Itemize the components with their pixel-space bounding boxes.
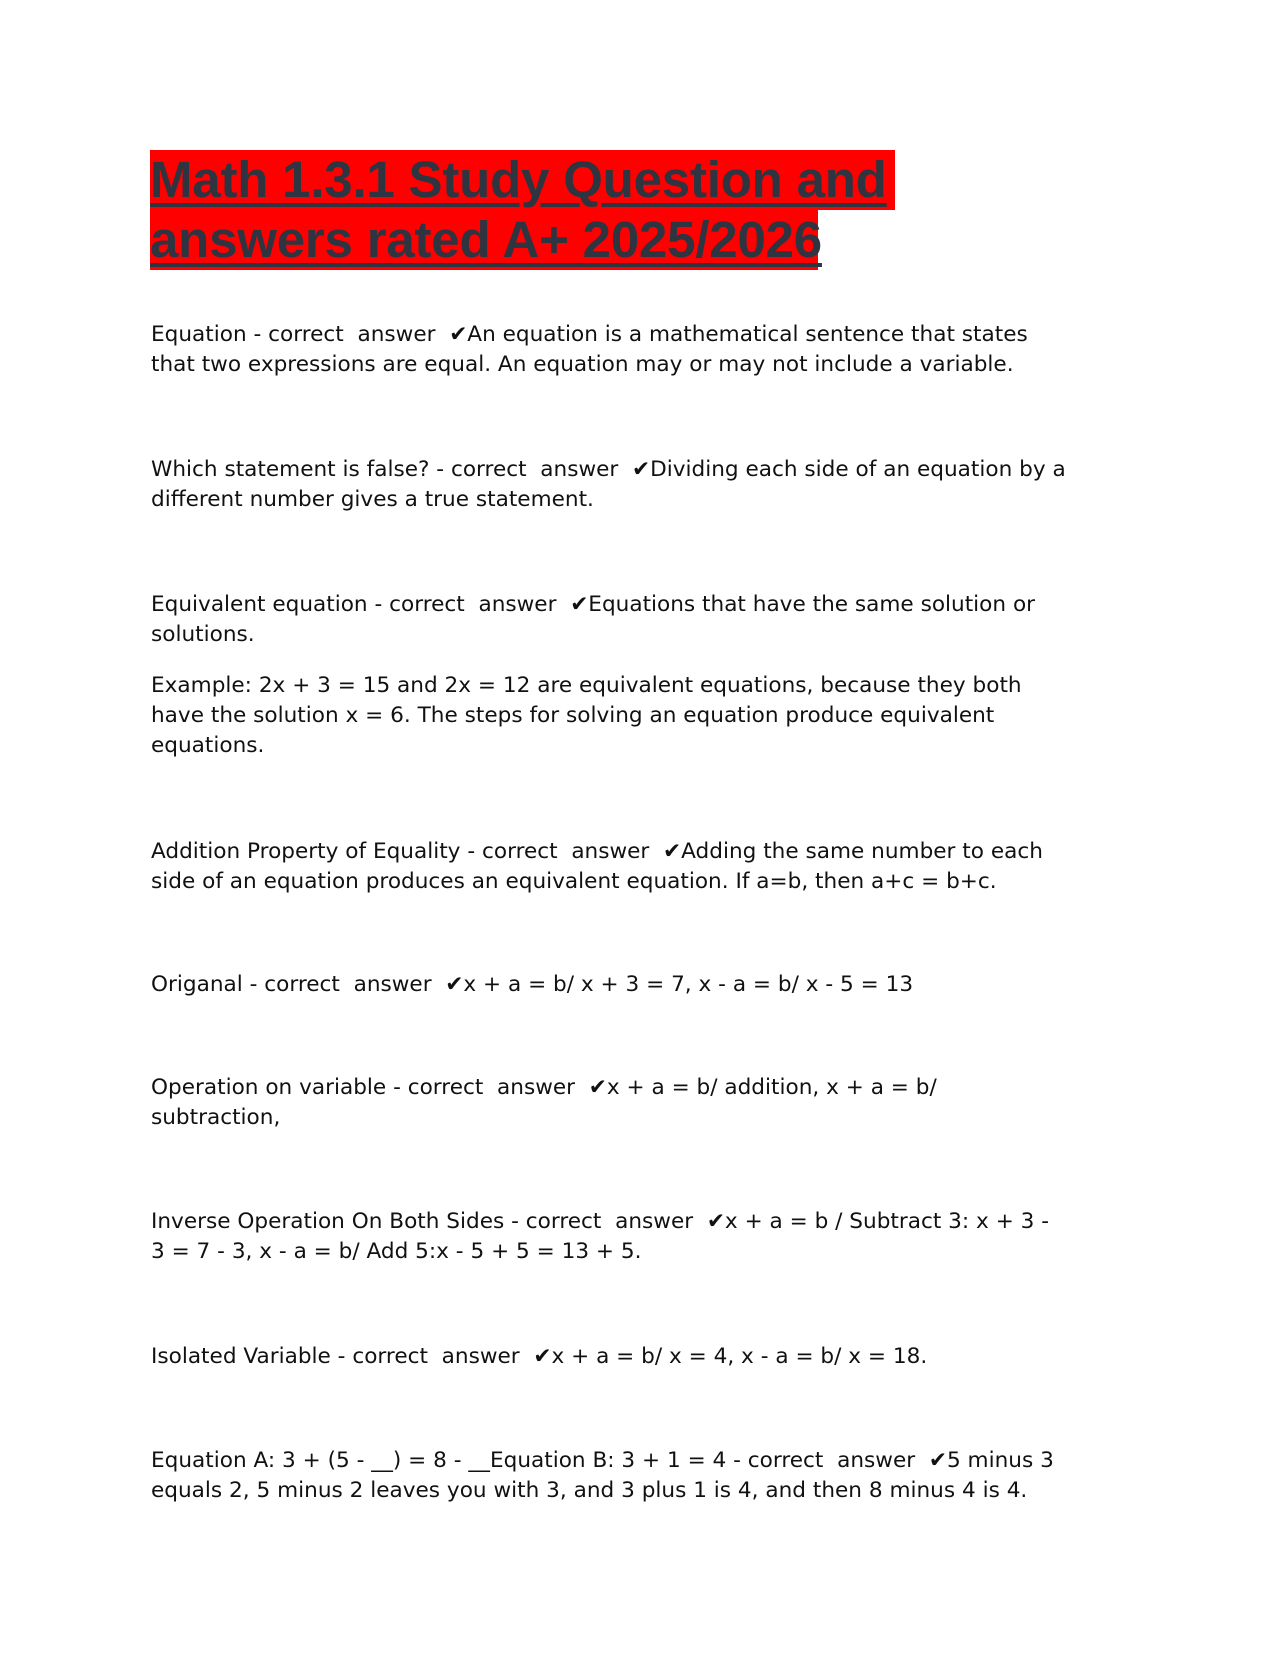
- entry-line: Example: 2x + 3 = 15 and 2x = 12 are equivalent equations, because they both: [151, 673, 1022, 698]
- title-line-1: Math 1.3.1 Study Question and: [150, 150, 895, 210]
- entry-line: different number gives a true statement.: [151, 487, 594, 512]
- entry-line: that two expressions are equal. An equation may or may not include a variable.: [151, 352, 1014, 377]
- document-title: [150, 150, 895, 270]
- entry-line: equals 2, 5 minus 2 leaves you with 3, and 3 plus 1 is 4, and then 8 minus 4 is 4.: [151, 1478, 1028, 1503]
- qa-entry-operation-on-variable: [151, 1073, 937, 1133]
- qa-entry-equivalent-equation: [151, 590, 1035, 650]
- qa-entry-inverse-operation: [151, 1207, 1049, 1267]
- entry-line: Which statement is false? - correct answer ✔Dividing each side of an equation by a: [151, 457, 1066, 482]
- entry-line: Operation on variable - correct answer ✔x + a = b/ addition, x + a = b/: [151, 1075, 937, 1100]
- entry-line: Equation A: 3 + (5 - __) = 8 - __Equation B: 3 + 1 = 4 - correct answer ✔5 minus 3: [151, 1448, 1054, 1473]
- qa-entry-addition-property: [151, 837, 1043, 897]
- entry-line: Inverse Operation On Both Sides - correct answer ✔x + a = b / Subtract 3: x + 3 -: [151, 1209, 1050, 1234]
- qa-entry-equation: [151, 320, 1028, 380]
- entry-line: Equation - correct answer ✔An equation is a mathematical sentence that states: [151, 322, 1028, 347]
- qa-entry-equation-a-b: [151, 1446, 1054, 1506]
- entry-line: subtraction,: [151, 1105, 281, 1130]
- entry-line: Addition Property of Equality - correct answer ✔Adding the same number to each: [151, 839, 1043, 864]
- entry-line: 3 = 7 - 3, x - a = b/ Add 5:x - 5 + 5 = 13 + 5.: [151, 1239, 642, 1264]
- qa-entry-origanal: [151, 970, 913, 1000]
- entry-line: Origanal - correct answer ✔x + a = b/ x + 3 = 7, x - a = b/ x - 5 = 13: [151, 972, 914, 997]
- entry-line: equations.: [151, 733, 265, 758]
- entry-line: have the solution x = 6. The steps for solving an equation produce equivalent: [151, 703, 995, 728]
- entry-line: side of an equation produces an equivalent equation. If a=b, then a+c = b+c.: [151, 869, 997, 894]
- title-line-2: answers rated A+ 2025/2026: [150, 211, 822, 268]
- entry-line: solutions.: [151, 622, 255, 647]
- example-paragraph: [151, 671, 1022, 761]
- entry-line: Isolated Variable - correct answer ✔x + a = b/ x = 4, x - a = b/ x = 18.: [151, 1344, 928, 1369]
- entry-line: Equivalent equation - correct answer ✔Equations that have the same solution or: [151, 592, 1036, 617]
- qa-entry-which-statement-false: [151, 455, 1066, 515]
- qa-entry-isolated-variable: [151, 1342, 927, 1372]
